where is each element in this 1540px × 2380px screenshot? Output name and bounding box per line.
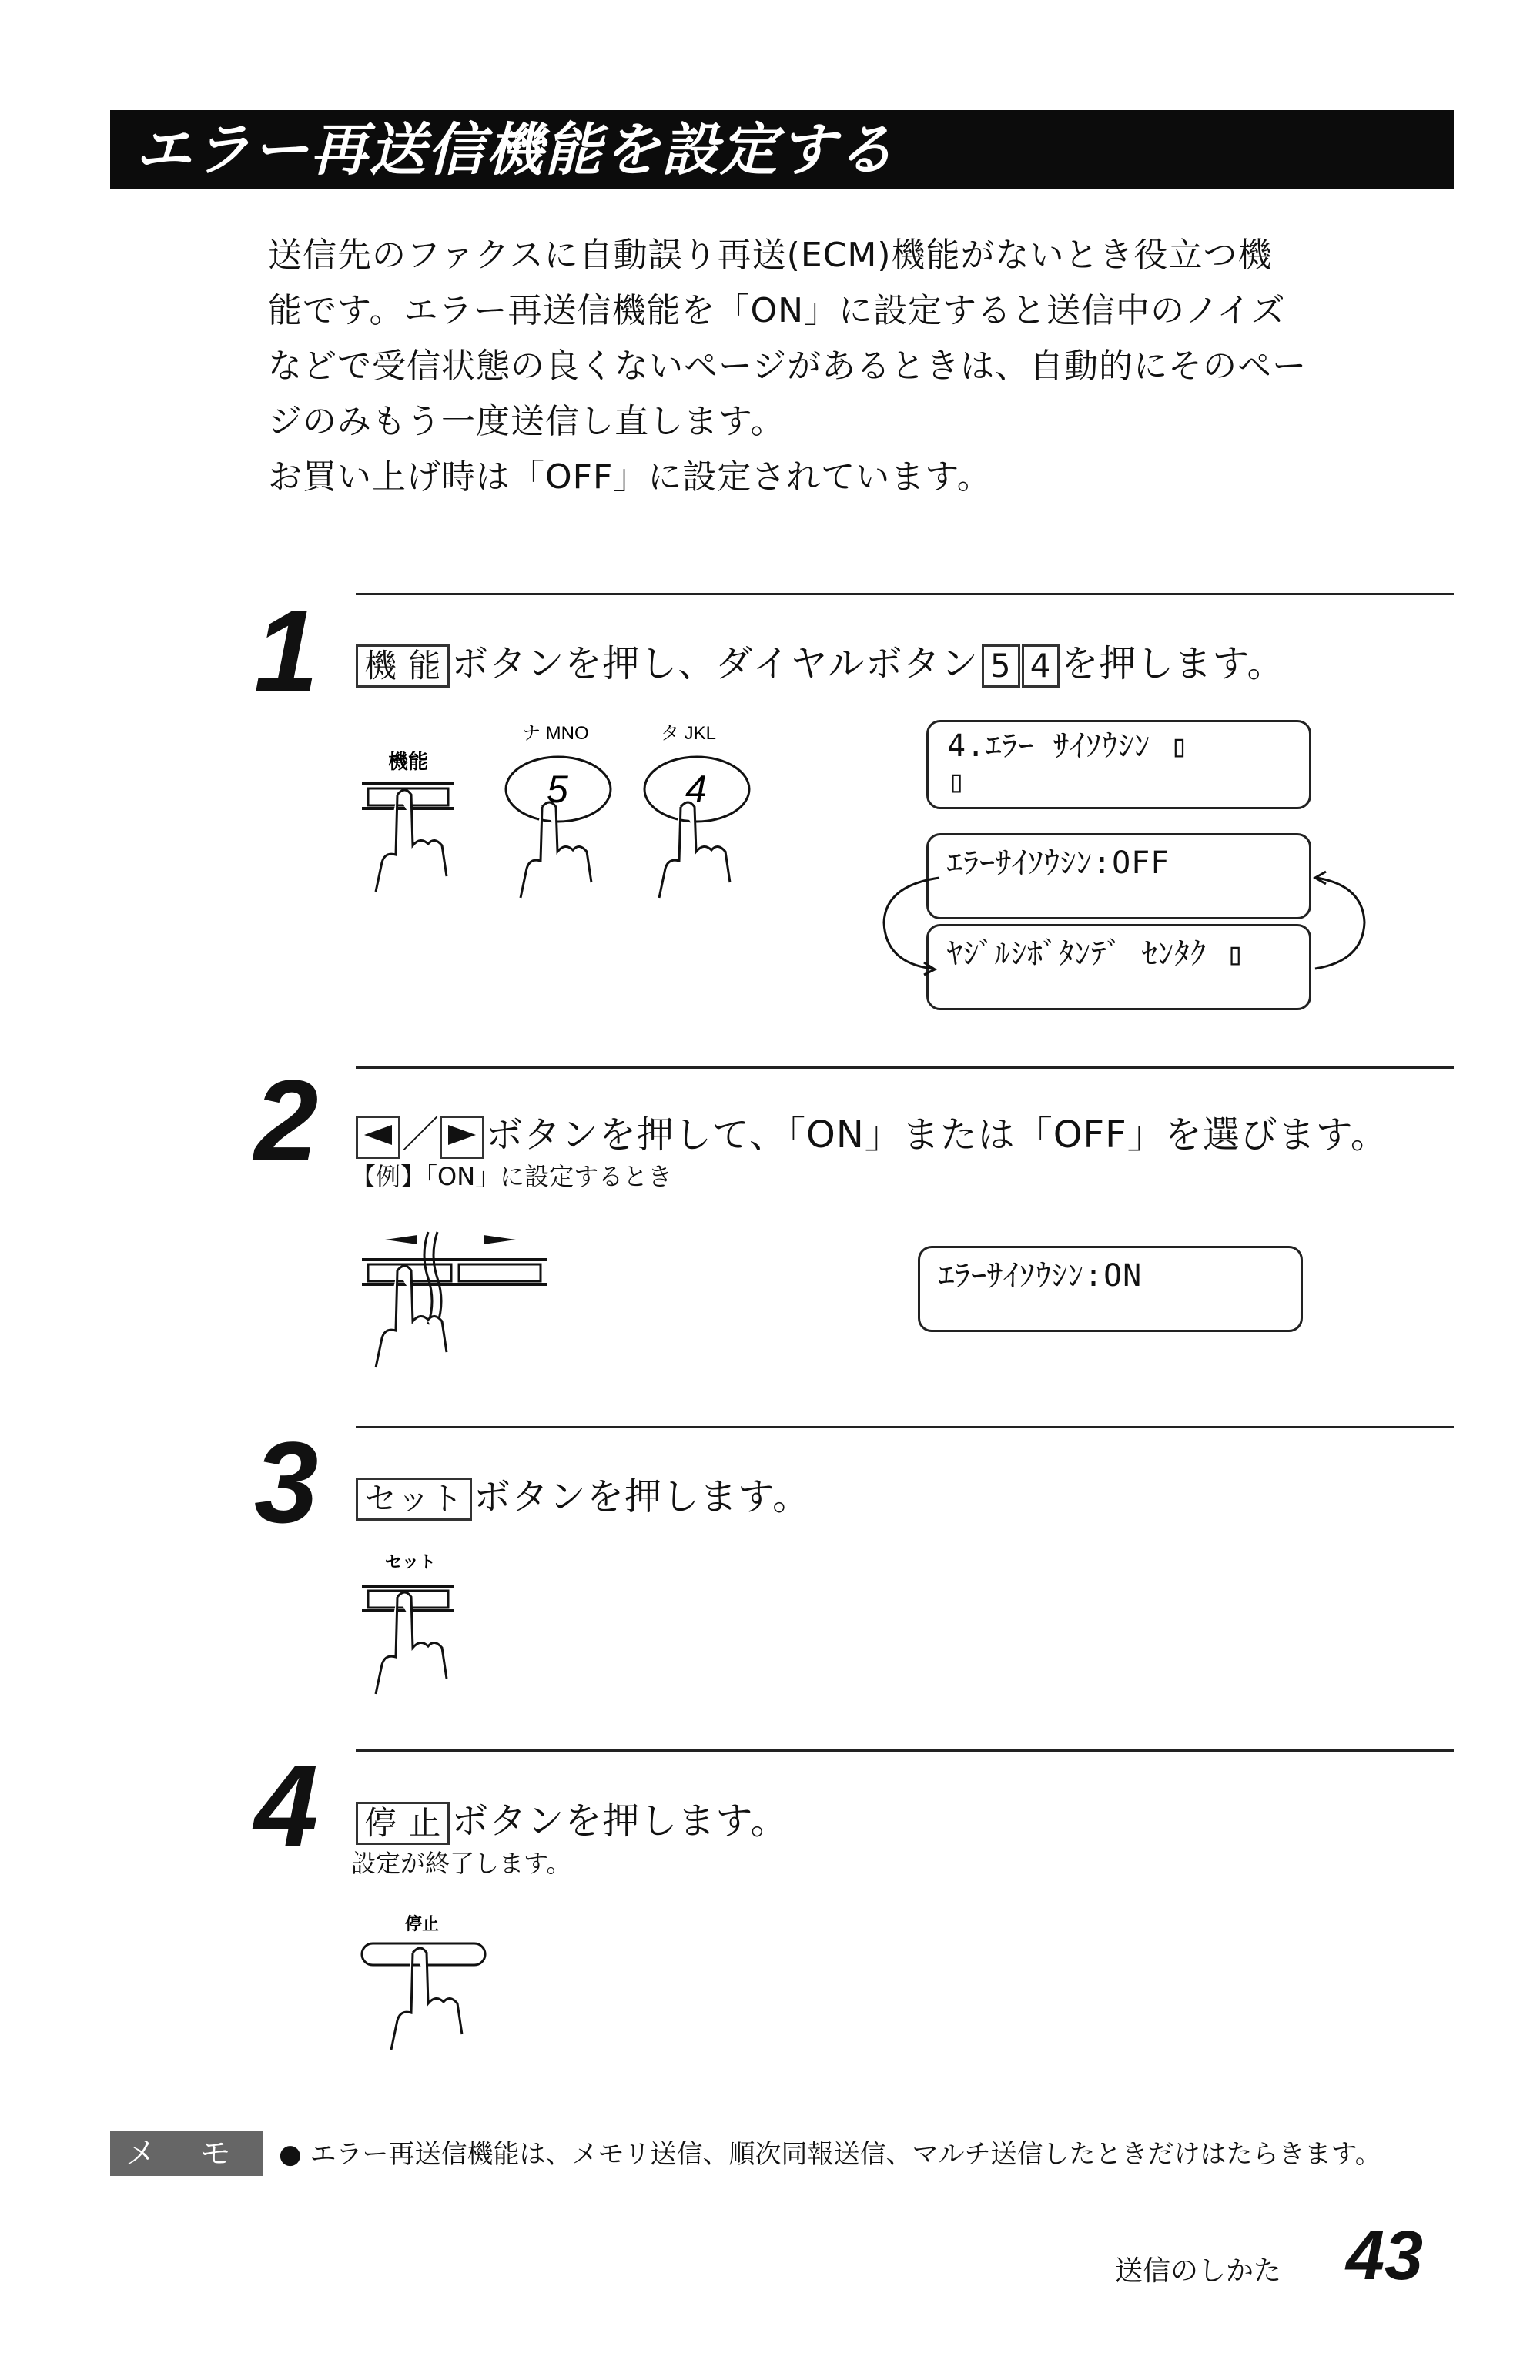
intro-line: ジのみもう一度送信し直します。 bbox=[268, 402, 785, 441]
lcd-display-off: ｴﾗｰｻｲｿｳｼﾝ:OFF bbox=[926, 833, 1311, 919]
page-title: エラー再送信機能を設定する bbox=[135, 117, 896, 183]
dial-4-digit: 4 bbox=[685, 768, 707, 811]
memo-label: メ モ bbox=[110, 2131, 263, 2176]
step-4-text: ボタンを押します。 bbox=[451, 1799, 788, 1843]
step-4-sub: 設定が終了します。 bbox=[351, 1849, 571, 1878]
step-3-illustration bbox=[354, 1548, 508, 1702]
dial-4-caption: タ JKL bbox=[661, 723, 717, 744]
lcd-display-menu bbox=[926, 720, 1311, 809]
set-button-label: セット bbox=[385, 1552, 437, 1572]
step-divider bbox=[356, 1066, 1454, 1069]
dial-5-caption: ナ MNO bbox=[522, 723, 589, 744]
step-divider bbox=[356, 593, 1454, 595]
step-3-number: 3 bbox=[254, 1418, 319, 1547]
step-4-illustration bbox=[354, 1910, 524, 2064]
intro-paragraph bbox=[268, 228, 1461, 505]
triangle-left-icon bbox=[363, 1122, 393, 1148]
step-1-number: 1 bbox=[254, 586, 319, 715]
intro-line: 送信先のファクスに自動誤り再送(ECM)機能がないとき役立つ機 bbox=[268, 236, 1273, 275]
lcd-line: ▯ bbox=[947, 764, 967, 799]
step-2-separator: ／ bbox=[402, 1113, 440, 1157]
lcd-display-prompt: ﾔｼﾞﾙｼﾎﾞﾀﾝﾃﾞ ｾﾝﾀｸ ▯ bbox=[926, 924, 1311, 1010]
step-4-instruction bbox=[356, 1798, 788, 1845]
step-divider bbox=[356, 1749, 1454, 1752]
arrow-left-icon bbox=[385, 1235, 417, 1244]
step-2-illustration bbox=[354, 1224, 570, 1378]
intro-line: 能です。エラー再送信機能を「ON」に設定すると送信中のノイズ bbox=[268, 291, 1286, 330]
intro-line: お買い上げ時は「OFF」に設定されています。 bbox=[268, 457, 992, 497]
page-number: 43 bbox=[1346, 2218, 1424, 2295]
lcd-line: 4.ｴﾗｰ ｻｲｿｳｼﾝ ▯ bbox=[947, 728, 1190, 764]
arrow-right-icon bbox=[484, 1235, 516, 1244]
dial-5-digit: 5 bbox=[547, 768, 568, 811]
step-1-text-a: ボタンを押し、ダイヤルボタン bbox=[451, 642, 979, 685]
step-1-text-b: を押します。 bbox=[1061, 642, 1285, 685]
lcd-display-on: ｴﾗｰｻｲｿｳｼﾝ:ON bbox=[918, 1246, 1303, 1332]
step-3-instruction bbox=[356, 1474, 810, 1521]
right-arrow-button[interactable] bbox=[459, 1264, 541, 1281]
hand-pointer-icon bbox=[391, 1948, 462, 2050]
stop-button-label: 停止 bbox=[405, 1914, 440, 1933]
kinou-key-label: 機 能 bbox=[356, 644, 450, 688]
triangle-right-icon bbox=[447, 1122, 477, 1148]
left-arrow-key bbox=[356, 1116, 400, 1159]
step-1-illustration bbox=[354, 708, 770, 901]
step-3-text: ボタンを押します。 bbox=[474, 1475, 811, 1518]
step-4-number: 4 bbox=[254, 1741, 319, 1870]
step-2-instruction bbox=[356, 1112, 1388, 1159]
step-2-number: 2 bbox=[254, 1056, 319, 1185]
set-key-label: セット bbox=[356, 1478, 472, 1521]
stop-key-label: 停 止 bbox=[356, 1802, 450, 1845]
step-2-example: 【例】「ON」に設定するとき bbox=[351, 1162, 673, 1191]
memo-text: ● エラー再送信機能は、メモリ送信、順次同報送信、マルチ送信したときだけはたらきます。 bbox=[279, 2139, 1381, 2170]
dial-key-4: 4 bbox=[1022, 644, 1060, 688]
right-arrow-key bbox=[440, 1116, 484, 1159]
footer-section: 送信のしかた bbox=[1115, 2255, 1282, 2287]
intro-line: などで受信状態の良くないページがあるときは、自動的にそのペー bbox=[268, 346, 1307, 386]
toggle-cycle-arrows bbox=[870, 855, 1378, 993]
kinou-button-label: 機能 bbox=[388, 750, 429, 773]
step-2-text: ボタンを押して、「ON」または「OFF」を選びます。 bbox=[486, 1113, 1388, 1157]
step-1-instruction bbox=[356, 641, 1285, 688]
step-divider bbox=[356, 1426, 1454, 1428]
dial-key-5: 5 bbox=[982, 644, 1020, 688]
